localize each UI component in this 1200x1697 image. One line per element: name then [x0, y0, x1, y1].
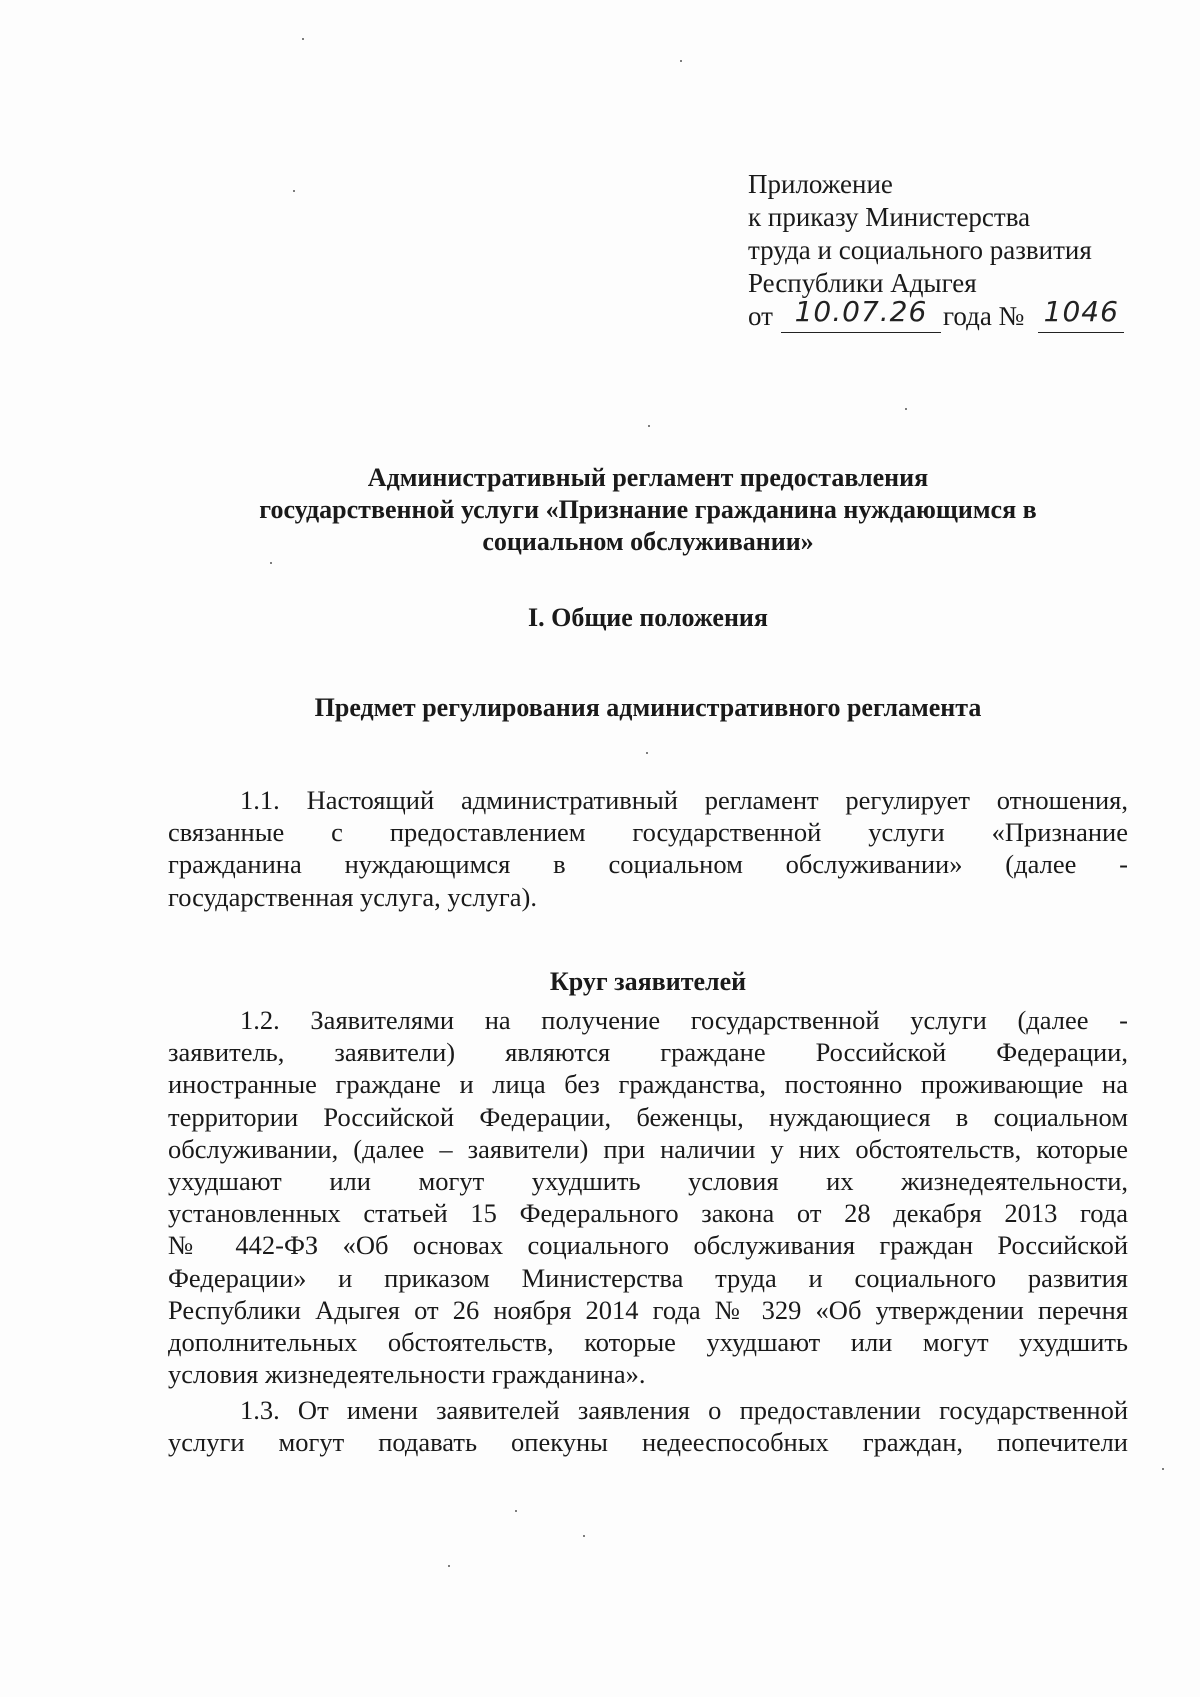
paragraph-1-1 [168, 784, 1128, 913]
scan-speck [680, 60, 682, 62]
from-prefix: от [748, 301, 773, 331]
subsection-heading: Предмет регулирования административного регламента [314, 693, 982, 722]
text-line: № 442-ФЗ «Об основах социального обслуживания граждан Российской [168, 1230, 1128, 1261]
text-line: обслуживании, (далее – заявители) при наличии у них обстоятельств, которые [168, 1133, 1128, 1164]
number-field [1038, 295, 1124, 333]
scan-speck [1162, 1468, 1164, 1470]
text-line: связанные с предоставлением государственной услуги «Признание [168, 817, 1128, 848]
scan-speck [302, 38, 304, 40]
document-title-line: социальном обслуживании» [482, 527, 814, 556]
text-line: 1.1. Настоящий административный регламент регулирует отношения, [240, 785, 1128, 815]
paragraph-1-3 [168, 1394, 1128, 1458]
document-title-line: Административный регламент предоставления [367, 463, 929, 492]
text-line: иностранные граждане и лица без гражданства, постоянно проживающие на [168, 1069, 1128, 1100]
appendix-line: Республики Адыгея [748, 268, 977, 298]
scan-speck [293, 190, 295, 192]
text-line: установленных статьей 15 Федерального закона от 28 декабря 2013 года [168, 1198, 1128, 1229]
year-number-label: года № [942, 301, 1025, 331]
text-line: заявитель, заявители) являются граждане Российской Федерации, [168, 1037, 1128, 1068]
appendix-line: труда и социального развития [748, 235, 1092, 265]
text-line: Федерации» и приказом Министерства труда и социального развития [168, 1262, 1128, 1293]
appendix-line: Приложение [748, 169, 893, 199]
scan-speck [905, 408, 907, 410]
text-line: 1.2. Заявителями на получение государственной услуги (далее - [240, 1005, 1128, 1035]
scan-speck [515, 1510, 517, 1512]
handwritten-number: 1046 [1043, 295, 1119, 328]
text-line: услуги могут подавать опекуны недееспособных граждан, попечители [168, 1427, 1128, 1458]
handwritten-date: 10.07.26 [794, 295, 928, 328]
text-line: 1.3. От имени заявителей заявления о предоставлении государственной [240, 1395, 1128, 1425]
date-field [781, 295, 941, 333]
scan-speck [648, 425, 650, 427]
text-line: государственная услуга, услуга). [168, 881, 537, 912]
text-line: Республики Адыгея от 26 ноября 2014 года № 329 «Об утверждении перечня [168, 1294, 1128, 1325]
paragraph-1-2 [168, 1004, 1128, 1390]
text-line: дополнительных обстоятельств, которые ухудшают или могут ухудшить [168, 1326, 1128, 1357]
appendix-date-line [748, 295, 1124, 333]
scan-speck [270, 562, 272, 564]
scan-speck [646, 752, 648, 754]
appendix-block [748, 168, 1124, 333]
text-line: ухудшают или могут ухудшить условия их жизнедеятельности, [168, 1165, 1128, 1196]
scan-speck [583, 1535, 585, 1537]
text-line: условия жизнедеятельности гражданина». [168, 1359, 646, 1390]
section-heading: I. Общие положения [528, 603, 768, 632]
text-line: территории Российской Федерации, беженцы, нуждающиеся в социальном [168, 1101, 1128, 1132]
scan-speck [448, 1565, 450, 1567]
text-line: гражданина нуждающимся в социальном обслуживании» (далее - [168, 849, 1128, 880]
document-title-line: государственной услуги «Признание гражданина нуждающимся в [259, 495, 1037, 524]
subsection-heading: Круг заявителей [549, 967, 747, 996]
appendix-line: к приказу Министерства [748, 202, 1031, 232]
